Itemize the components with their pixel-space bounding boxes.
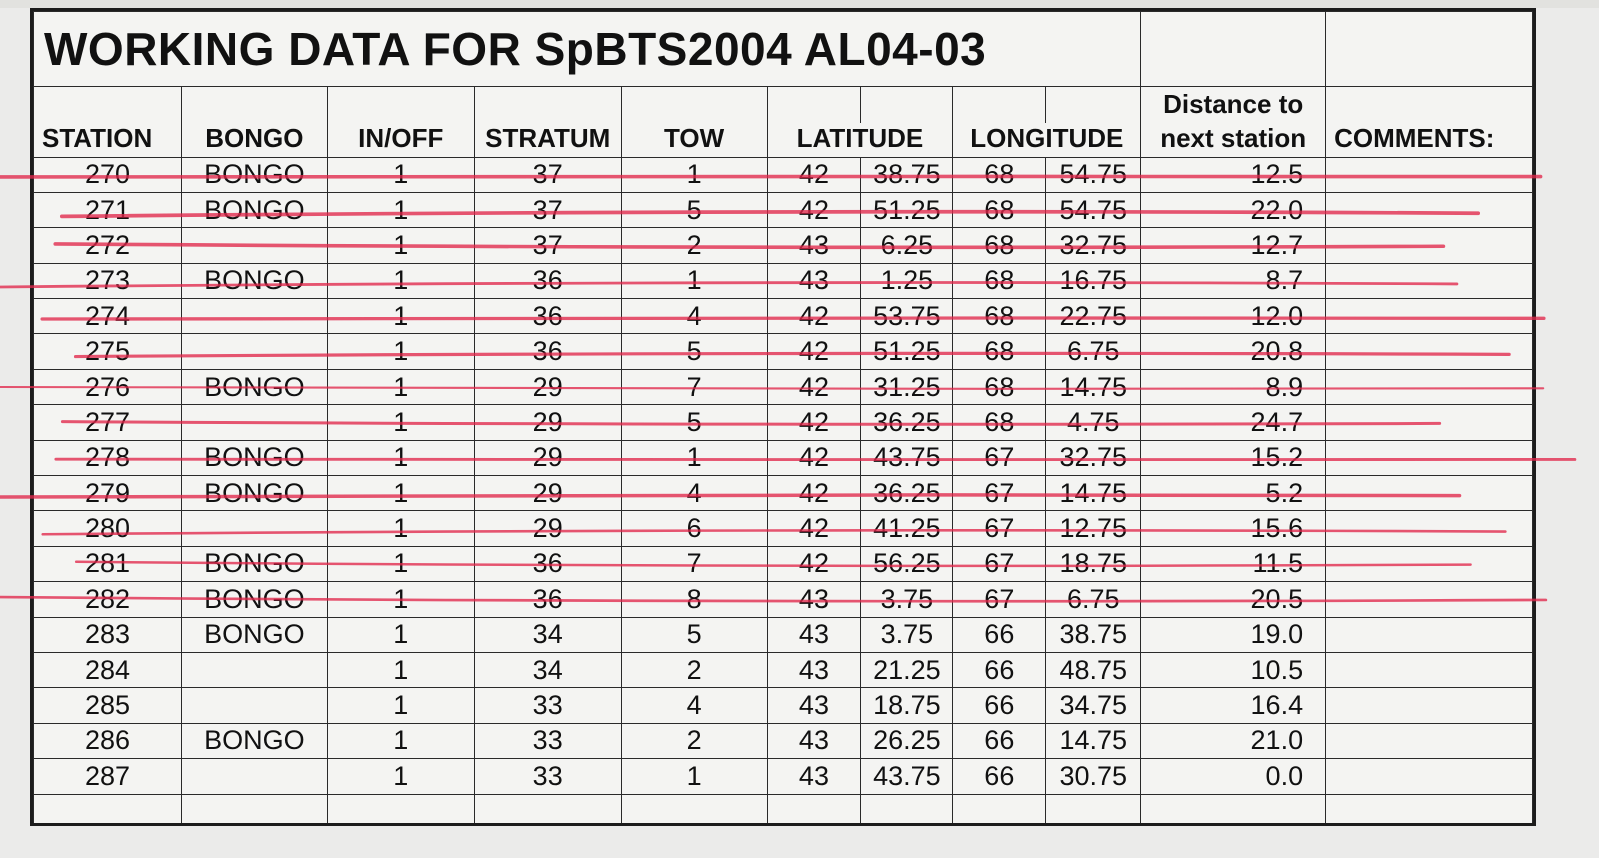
longitude-minutes-cell: 6.75 — [1046, 334, 1141, 369]
station-cell: 274 — [34, 299, 182, 334]
tow-cell: 7 — [621, 546, 767, 581]
bongo-cell: BONGO — [181, 440, 327, 475]
comments-cell — [1326, 652, 1533, 687]
tow-cell: 1 — [621, 157, 767, 192]
longitude-minutes-cell: 30.75 — [1046, 759, 1141, 794]
comments-cell — [1326, 369, 1533, 404]
longitude-degrees-cell: 68 — [953, 299, 1046, 334]
in-off-cell: 1 — [327, 405, 474, 440]
latitude-degrees-cell: 43 — [767, 723, 861, 758]
header-station: STATION — [34, 123, 182, 158]
latitude-minutes-cell: 51.25 — [861, 192, 953, 227]
stratum-cell: 34 — [474, 617, 621, 652]
stratum-cell: 36 — [474, 299, 621, 334]
bongo-cell — [181, 299, 327, 334]
station-cell: 287 — [34, 759, 182, 794]
longitude-degrees-cell: 67 — [953, 582, 1046, 617]
longitude-degrees-cell: 66 — [953, 652, 1046, 687]
latitude-minutes-cell: 18.75 — [861, 688, 953, 723]
in-off-cell: 1 — [327, 228, 474, 263]
longitude-degrees-cell: 68 — [953, 263, 1046, 298]
stratum-cell: 29 — [474, 476, 621, 511]
comments-cell — [1326, 405, 1533, 440]
bongo-cell — [181, 228, 327, 263]
latitude-minutes-cell: 41.25 — [861, 511, 953, 546]
comments-cell — [1326, 334, 1533, 369]
tow-cell: 6 — [621, 511, 767, 546]
blank-cell — [1141, 12, 1326, 87]
comments-cell — [1326, 440, 1533, 475]
latitude-minutes-cell: 36.25 — [861, 405, 953, 440]
bongo-cell — [181, 511, 327, 546]
header-distance-line1: Distance to — [1141, 87, 1326, 123]
latitude-minutes-cell: 53.75 — [861, 299, 953, 334]
blank-cell — [1141, 794, 1326, 826]
distance-cell: 8.9 — [1141, 369, 1326, 404]
comments-cell — [1326, 511, 1533, 546]
blank-cell — [474, 87, 621, 123]
blank-cell — [474, 794, 621, 826]
latitude-degrees-cell: 43 — [767, 759, 861, 794]
blank-cell — [861, 87, 953, 123]
title-row — [34, 12, 1533, 87]
latitude-minutes-cell: 36.25 — [861, 476, 953, 511]
table-row — [34, 369, 1533, 404]
distance-cell: 24.7 — [1141, 405, 1326, 440]
in-off-cell: 1 — [327, 688, 474, 723]
latitude-minutes-cell: 1.25 — [861, 263, 953, 298]
tow-cell: 4 — [621, 688, 767, 723]
stratum-cell: 36 — [474, 263, 621, 298]
longitude-minutes-cell: 34.75 — [1046, 688, 1141, 723]
comments-cell — [1326, 192, 1533, 227]
latitude-degrees-cell: 43 — [767, 228, 861, 263]
blank-cell — [767, 794, 861, 826]
in-off-cell: 1 — [327, 476, 474, 511]
blank-cell — [1326, 794, 1533, 826]
distance-cell: 12.5 — [1141, 157, 1326, 192]
distance-cell: 22.0 — [1141, 192, 1326, 227]
station-cell: 281 — [34, 546, 182, 581]
latitude-minutes-cell: 31.25 — [861, 369, 953, 404]
distance-cell: 8.7 — [1141, 263, 1326, 298]
tow-cell: 2 — [621, 228, 767, 263]
blank-cell — [34, 794, 182, 826]
header-in-off: IN/OFF — [327, 123, 474, 158]
table-row — [34, 546, 1533, 581]
in-off-cell: 1 — [327, 759, 474, 794]
tow-cell: 5 — [621, 617, 767, 652]
bongo-cell — [181, 652, 327, 687]
latitude-minutes-cell: 21.25 — [861, 652, 953, 687]
header-row — [34, 123, 1533, 158]
longitude-minutes-cell: 18.75 — [1046, 546, 1141, 581]
header-stratum: STRATUM — [474, 123, 621, 158]
table-row — [34, 157, 1533, 192]
tow-cell: 5 — [621, 334, 767, 369]
table-row — [34, 652, 1533, 687]
table-row — [34, 228, 1533, 263]
bongo-cell — [181, 334, 327, 369]
latitude-degrees-cell: 42 — [767, 157, 861, 192]
latitude-degrees-cell: 42 — [767, 476, 861, 511]
blank-cell — [621, 794, 767, 826]
station-cell: 278 — [34, 440, 182, 475]
working-data-table — [33, 11, 1533, 826]
in-off-cell: 1 — [327, 652, 474, 687]
station-cell: 283 — [34, 617, 182, 652]
latitude-minutes-cell: 38.75 — [861, 157, 953, 192]
distance-cell: 12.0 — [1141, 299, 1326, 334]
longitude-minutes-cell: 22.75 — [1046, 299, 1141, 334]
distance-cell: 20.8 — [1141, 334, 1326, 369]
latitude-minutes-cell: 6.25 — [861, 228, 953, 263]
distance-cell: 20.5 — [1141, 582, 1326, 617]
stratum-cell: 34 — [474, 652, 621, 687]
latitude-minutes-cell: 3.75 — [861, 617, 953, 652]
stratum-cell: 29 — [474, 440, 621, 475]
latitude-degrees-cell: 42 — [767, 546, 861, 581]
header-row-top — [34, 87, 1533, 123]
blank-cell — [1046, 794, 1141, 826]
bongo-cell — [181, 688, 327, 723]
table-row — [34, 582, 1533, 617]
station-cell: 270 — [34, 157, 182, 192]
comments-cell — [1326, 299, 1533, 334]
bongo-cell — [181, 759, 327, 794]
stratum-cell: 37 — [474, 157, 621, 192]
table-row — [34, 723, 1533, 758]
bongo-cell: BONGO — [181, 617, 327, 652]
station-cell: 273 — [34, 263, 182, 298]
latitude-degrees-cell: 43 — [767, 688, 861, 723]
longitude-degrees-cell: 68 — [953, 334, 1046, 369]
latitude-degrees-cell: 43 — [767, 582, 861, 617]
station-cell: 280 — [34, 511, 182, 546]
blank-cell — [861, 794, 953, 826]
blank-cell — [767, 87, 861, 123]
header-comments: COMMENTS: — [1326, 123, 1533, 158]
latitude-degrees-cell: 42 — [767, 192, 861, 227]
stratum-cell: 33 — [474, 723, 621, 758]
tow-cell: 1 — [621, 263, 767, 298]
latitude-degrees-cell: 43 — [767, 617, 861, 652]
latitude-degrees-cell: 42 — [767, 299, 861, 334]
comments-cell — [1326, 157, 1533, 192]
latitude-minutes-cell: 3.75 — [861, 582, 953, 617]
longitude-degrees-cell: 67 — [953, 546, 1046, 581]
longitude-minutes-cell: 54.75 — [1046, 157, 1141, 192]
stratum-cell: 33 — [474, 688, 621, 723]
latitude-degrees-cell: 42 — [767, 440, 861, 475]
table-row — [34, 263, 1533, 298]
in-off-cell: 1 — [327, 723, 474, 758]
header-distance-line2: next station — [1141, 123, 1326, 158]
blank-cell — [1326, 87, 1533, 123]
distance-cell: 11.5 — [1141, 546, 1326, 581]
longitude-minutes-cell: 16.75 — [1046, 263, 1141, 298]
stratum-cell: 36 — [474, 334, 621, 369]
stratum-cell: 29 — [474, 369, 621, 404]
bongo-cell: BONGO — [181, 157, 327, 192]
table-row — [34, 334, 1533, 369]
header-tow: TOW — [621, 123, 767, 158]
stratum-cell: 36 — [474, 546, 621, 581]
station-cell: 276 — [34, 369, 182, 404]
station-cell: 282 — [34, 582, 182, 617]
header-latitude: LATITUDE — [767, 123, 953, 158]
in-off-cell: 1 — [327, 617, 474, 652]
comments-cell — [1326, 476, 1533, 511]
blank-cell — [621, 87, 767, 123]
longitude-degrees-cell: 68 — [953, 369, 1046, 404]
station-cell: 275 — [34, 334, 182, 369]
comments-cell — [1326, 263, 1533, 298]
in-off-cell: 1 — [327, 582, 474, 617]
station-cell: 284 — [34, 652, 182, 687]
distance-cell: 0.0 — [1141, 759, 1326, 794]
longitude-minutes-cell: 32.75 — [1046, 440, 1141, 475]
latitude-minutes-cell: 43.75 — [861, 759, 953, 794]
latitude-degrees-cell: 42 — [767, 369, 861, 404]
stratum-cell: 33 — [474, 759, 621, 794]
longitude-degrees-cell: 67 — [953, 476, 1046, 511]
in-off-cell: 1 — [327, 157, 474, 192]
latitude-degrees-cell: 42 — [767, 405, 861, 440]
distance-cell: 16.4 — [1141, 688, 1326, 723]
table-row — [34, 511, 1533, 546]
tow-cell: 8 — [621, 582, 767, 617]
station-cell: 272 — [34, 228, 182, 263]
stratum-cell: 37 — [474, 192, 621, 227]
table-row — [34, 440, 1533, 475]
blank-cell — [181, 794, 327, 826]
distance-cell: 12.7 — [1141, 228, 1326, 263]
longitude-minutes-cell: 14.75 — [1046, 369, 1141, 404]
bongo-cell — [181, 405, 327, 440]
latitude-minutes-cell: 51.25 — [861, 334, 953, 369]
latitude-degrees-cell: 43 — [767, 652, 861, 687]
longitude-minutes-cell: 6.75 — [1046, 582, 1141, 617]
longitude-degrees-cell: 66 — [953, 617, 1046, 652]
blank-cell — [1326, 12, 1533, 87]
longitude-degrees-cell: 66 — [953, 759, 1046, 794]
longitude-degrees-cell: 66 — [953, 688, 1046, 723]
latitude-degrees-cell: 43 — [767, 263, 861, 298]
longitude-minutes-cell: 4.75 — [1046, 405, 1141, 440]
longitude-minutes-cell: 32.75 — [1046, 228, 1141, 263]
in-off-cell: 1 — [327, 299, 474, 334]
station-cell: 279 — [34, 476, 182, 511]
longitude-degrees-cell: 68 — [953, 192, 1046, 227]
table-row — [34, 299, 1533, 334]
longitude-degrees-cell: 68 — [953, 157, 1046, 192]
latitude-minutes-cell: 43.75 — [861, 440, 953, 475]
bongo-cell: BONGO — [181, 476, 327, 511]
table-row — [34, 476, 1533, 511]
distance-cell: 21.0 — [1141, 723, 1326, 758]
bongo-cell: BONGO — [181, 723, 327, 758]
bongo-cell: BONGO — [181, 263, 327, 298]
comments-cell — [1326, 546, 1533, 581]
latitude-degrees-cell: 42 — [767, 334, 861, 369]
longitude-degrees-cell: 66 — [953, 723, 1046, 758]
header-longitude: LONGITUDE — [953, 123, 1141, 158]
in-off-cell: 1 — [327, 263, 474, 298]
tow-cell: 4 — [621, 476, 767, 511]
blank-cell — [327, 794, 474, 826]
comments-cell — [1326, 723, 1533, 758]
data-sheet — [30, 8, 1536, 826]
tow-cell: 5 — [621, 192, 767, 227]
table-row — [34, 617, 1533, 652]
longitude-minutes-cell: 54.75 — [1046, 192, 1141, 227]
station-cell: 285 — [34, 688, 182, 723]
comments-cell — [1326, 617, 1533, 652]
tow-cell: 4 — [621, 299, 767, 334]
blank-cell — [1046, 87, 1141, 123]
table-row — [34, 688, 1533, 723]
longitude-minutes-cell: 14.75 — [1046, 723, 1141, 758]
station-cell: 277 — [34, 405, 182, 440]
longitude-minutes-cell: 48.75 — [1046, 652, 1141, 687]
tow-cell: 1 — [621, 759, 767, 794]
tow-cell: 1 — [621, 440, 767, 475]
in-off-cell: 1 — [327, 546, 474, 581]
stratum-cell: 29 — [474, 511, 621, 546]
blank-row — [34, 794, 1533, 826]
paper-background — [0, 0, 1599, 8]
distance-cell: 15.6 — [1141, 511, 1326, 546]
longitude-degrees-cell: 68 — [953, 228, 1046, 263]
latitude-degrees-cell: 42 — [767, 511, 861, 546]
comments-cell — [1326, 759, 1533, 794]
in-off-cell: 1 — [327, 192, 474, 227]
header-bongo: BONGO — [181, 123, 327, 158]
stratum-cell: 29 — [474, 405, 621, 440]
table-row — [34, 759, 1533, 794]
distance-cell: 5.2 — [1141, 476, 1326, 511]
comments-cell — [1326, 582, 1533, 617]
longitude-degrees-cell: 67 — [953, 511, 1046, 546]
bongo-cell: BONGO — [181, 582, 327, 617]
in-off-cell: 1 — [327, 369, 474, 404]
table-row — [34, 192, 1533, 227]
stratum-cell: 36 — [474, 582, 621, 617]
in-off-cell: 1 — [327, 440, 474, 475]
tow-cell: 2 — [621, 652, 767, 687]
bongo-cell: BONGO — [181, 369, 327, 404]
blank-cell — [953, 87, 1046, 123]
tow-cell: 5 — [621, 405, 767, 440]
in-off-cell: 1 — [327, 511, 474, 546]
blank-cell — [34, 87, 182, 123]
latitude-minutes-cell: 26.25 — [861, 723, 953, 758]
tow-cell: 2 — [621, 723, 767, 758]
longitude-minutes-cell: 14.75 — [1046, 476, 1141, 511]
bongo-cell: BONGO — [181, 192, 327, 227]
document-title: WORKING DATA FOR SpBTS2004 AL04-03 — [34, 12, 1141, 87]
stratum-cell: 37 — [474, 228, 621, 263]
station-cell: 286 — [34, 723, 182, 758]
latitude-minutes-cell: 56.25 — [861, 546, 953, 581]
comments-cell — [1326, 688, 1533, 723]
longitude-minutes-cell: 38.75 — [1046, 617, 1141, 652]
comments-cell — [1326, 228, 1533, 263]
distance-cell: 15.2 — [1141, 440, 1326, 475]
blank-cell — [327, 87, 474, 123]
distance-cell: 19.0 — [1141, 617, 1326, 652]
blank-cell — [181, 87, 327, 123]
longitude-minutes-cell: 12.75 — [1046, 511, 1141, 546]
distance-cell: 10.5 — [1141, 652, 1326, 687]
longitude-degrees-cell: 67 — [953, 440, 1046, 475]
longitude-degrees-cell: 68 — [953, 405, 1046, 440]
in-off-cell: 1 — [327, 334, 474, 369]
blank-cell — [953, 794, 1046, 826]
tow-cell: 7 — [621, 369, 767, 404]
bongo-cell: BONGO — [181, 546, 327, 581]
station-cell: 271 — [34, 192, 182, 227]
table-row — [34, 405, 1533, 440]
